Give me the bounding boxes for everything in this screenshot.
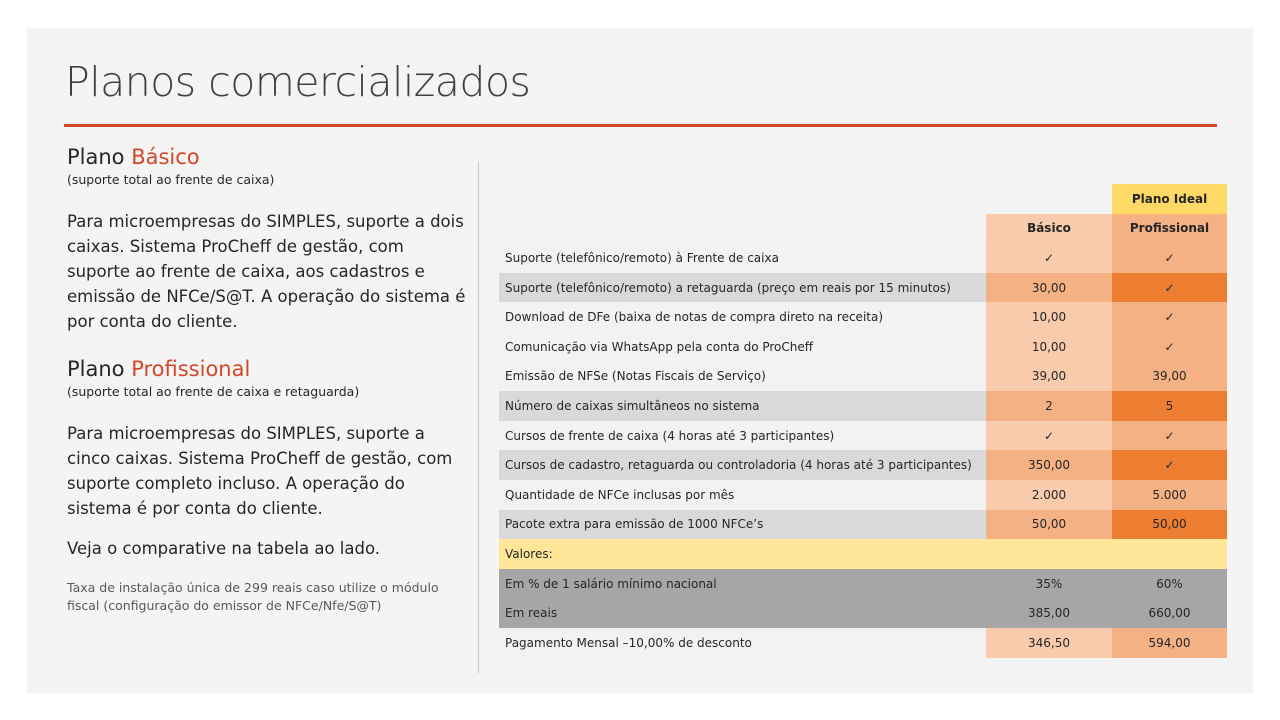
reais-basico: 385,00 [986, 598, 1112, 628]
feature-label: Cursos de cadastro, retaguarda ou controladoria (4 horas até 3 participantes) [499, 450, 986, 480]
reais-profissional: 660,00 [1112, 598, 1227, 628]
pct-label: Em % de 1 salário mínimo nacional [499, 569, 986, 599]
profissional-value: ✓ [1112, 273, 1227, 303]
title-underline [64, 124, 1217, 127]
table-row [499, 273, 1227, 303]
basico-value: 30,00 [986, 273, 1112, 303]
column-divider [478, 161, 479, 673]
plan-basico-heading: Plano Básico [67, 145, 200, 169]
plan-profissional-subtitle: (suporte total ao frente de caixa e retaguarda) [67, 384, 360, 399]
profissional-value: 50,00 [1112, 510, 1227, 540]
table-row [499, 391, 1227, 421]
plan-ideal-badge: Plano Ideal [1112, 184, 1227, 214]
valores-row [499, 539, 1227, 569]
basico-value: ✓ [986, 421, 1112, 451]
profissional-value: ✓ [1112, 302, 1227, 332]
table-row [499, 421, 1227, 451]
pct-profissional: 60% [1112, 569, 1227, 599]
table-header-row [499, 214, 1227, 244]
table-ideal-row [499, 184, 1227, 214]
pay-label: Pagamento Mensal –10,00% de desconto [499, 628, 986, 658]
column-header-basico: Básico [986, 214, 1112, 244]
basico-value: 10,00 [986, 332, 1112, 362]
feature-label: Comunicação via WhatsApp pela conta do ProCheff [499, 332, 986, 362]
reais-label: Em reais [499, 598, 986, 628]
valores-label: Valores: [499, 539, 1227, 569]
plan-basico-description: Para microempresas do SIMPLES, suporte a dois caixas. Sistema ProCheff de gestão, com suporte ao frente de caixa, aos cadastros e emissão de NFCe/S@T. A operação do sistema é por conta do cliente. [67, 212, 466, 331]
compare-note: Veja o comparative na tabela ao lado. [67, 539, 381, 558]
plan-profissional-name: Profissional [131, 357, 251, 381]
slide [27, 28, 1253, 693]
feature-label: Download de DFe (baixa de notas de compra direto na receita) [499, 302, 986, 332]
pay-basico: 346,50 [986, 628, 1112, 658]
basico-value: ✓ [986, 243, 1112, 273]
table-row [499, 332, 1227, 362]
install-fee-note: Taxa de instalação única de 299 reais caso utilize o módulo fiscal (configuração do emissor de NFCe/Nfe/S@T) [67, 580, 439, 613]
profissional-value: 39,00 [1112, 362, 1227, 392]
table-row [499, 302, 1227, 332]
feature-label: Pacote extra para emissão de 1000 NFCe’s [499, 510, 986, 540]
plan-profissional-description: Para microempresas do SIMPLES, suporte a cinco caixas. Sistema ProCheff de gestão, com suporte completo incluso. A operação do sistema é por conta do cliente. [67, 424, 453, 518]
reais-row [499, 598, 1227, 628]
basico-value: 50,00 [986, 510, 1112, 540]
profissional-value: ✓ [1112, 421, 1227, 451]
feature-label: Emissão de NFSe (Notas Fiscais de Serviço) [499, 362, 986, 392]
basico-value: 2.000 [986, 480, 1112, 510]
profissional-value: ✓ [1112, 243, 1227, 273]
table-row [499, 243, 1227, 273]
feature-label: Suporte (telefônico/remoto) à Frente de caixa [499, 243, 986, 273]
profissional-value: 5 [1112, 391, 1227, 421]
feature-label: Suporte (telefônico/remoto) a retaguarda (preço em reais por 15 minutos) [499, 273, 986, 303]
pct-row [499, 569, 1227, 599]
profissional-value: 5.000 [1112, 480, 1227, 510]
plan-basico-subtitle: (suporte total ao frente de caixa) [67, 172, 275, 187]
comparison-table [499, 184, 1227, 658]
profissional-value: ✓ [1112, 450, 1227, 480]
feature-label: Número de caixas simultâneos no sistema [499, 391, 986, 421]
table-row [499, 450, 1227, 480]
table-row [499, 362, 1227, 392]
table-row [499, 510, 1227, 540]
profissional-value: ✓ [1112, 332, 1227, 362]
plan-basico-name: Básico [131, 145, 200, 169]
table-row [499, 480, 1227, 510]
column-header-profissional: Profissional [1112, 214, 1227, 244]
plan-profissional-heading: Plano Profissional [67, 357, 251, 381]
pay-profissional: 594,00 [1112, 628, 1227, 658]
pay-row [499, 628, 1227, 658]
pct-basico: 35% [986, 569, 1112, 599]
plans-description [67, 144, 467, 615]
feature-label: Cursos de frente de caixa (4 horas até 3 participantes) [499, 421, 986, 451]
basico-value: 2 [986, 391, 1112, 421]
basico-value: 39,00 [986, 362, 1112, 392]
slide-title: Planos comercializados [65, 58, 531, 106]
basico-value: 10,00 [986, 302, 1112, 332]
basico-value: 350,00 [986, 450, 1112, 480]
feature-label: Quantidade de NFCe inclusas por mês [499, 480, 986, 510]
